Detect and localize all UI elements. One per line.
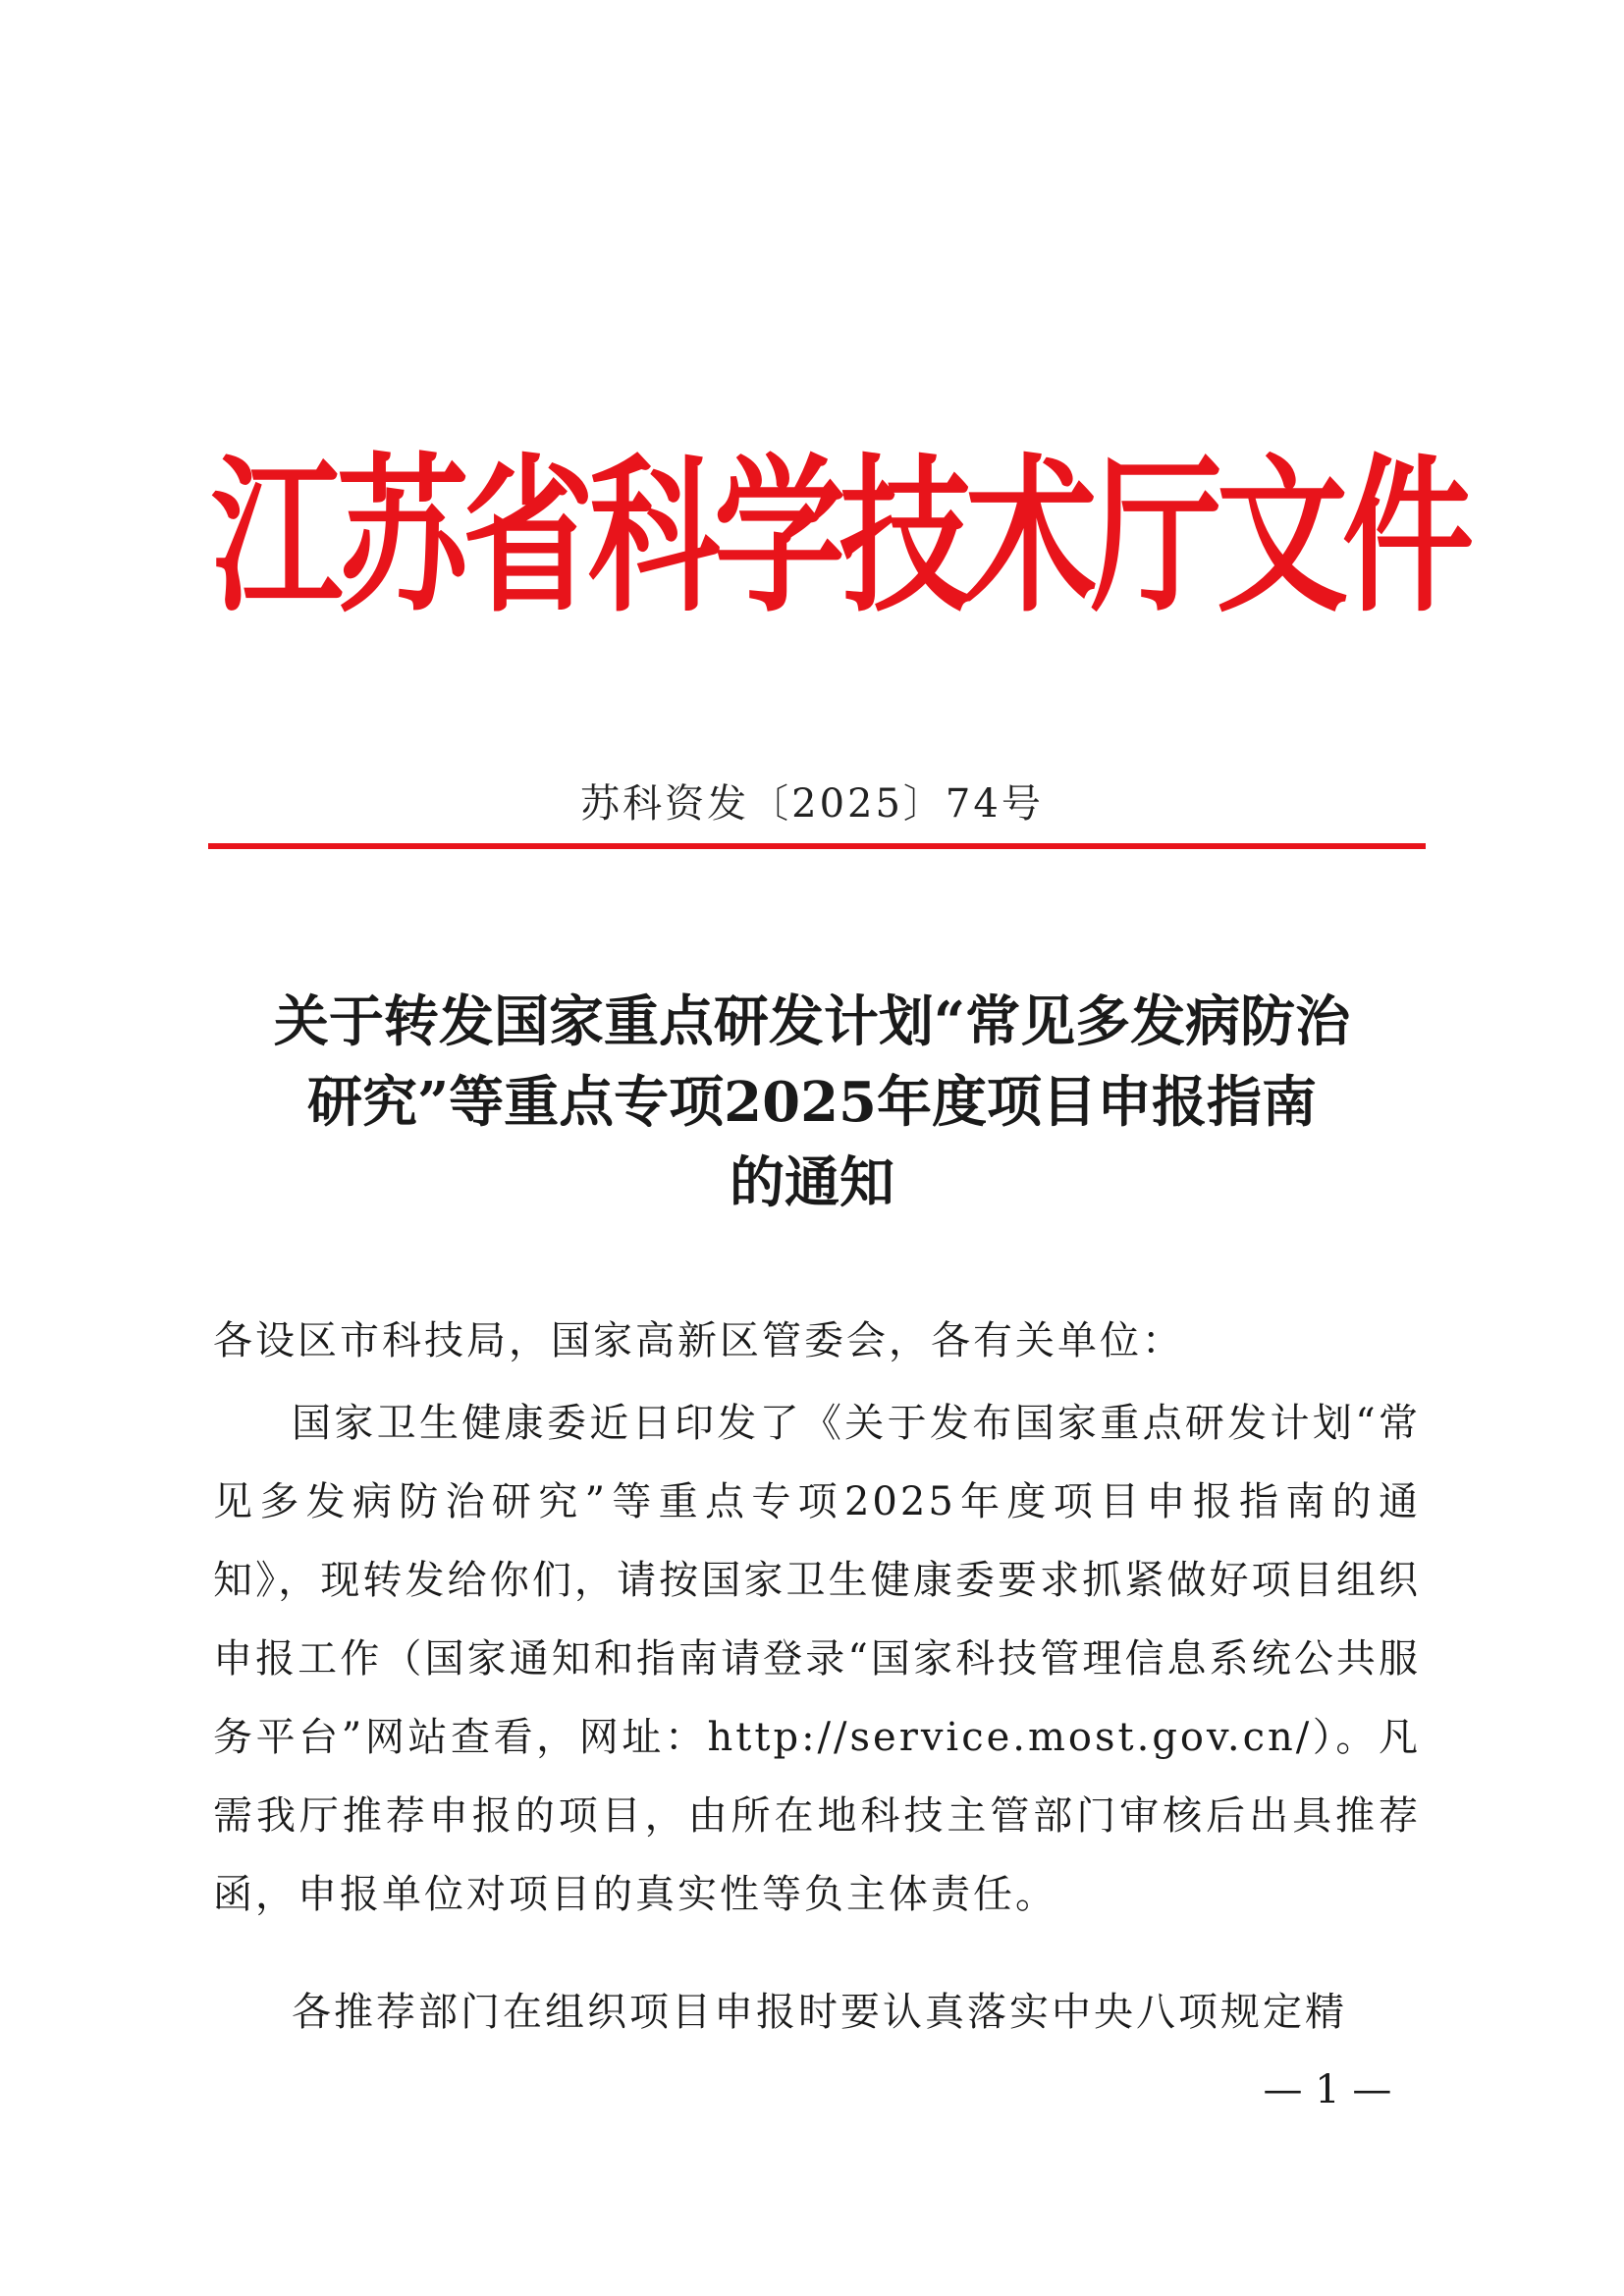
notice-title-line-3: 的通知 [730, 1150, 894, 1215]
salutation: 各设区市科技局，国家高新区管委会，各有关单位： [213, 1318, 1184, 1363]
document-number: 苏科资发〔2025〕74号 [580, 781, 1044, 827]
body-paragraph-2: 各推荐部门在组织项目申报时要认真落实中央八项规定精 [292, 1990, 1347, 2035]
notice-title [177, 982, 1447, 1223]
agency-header-title: 江苏省科学技术厅文件 [211, 439, 1469, 636]
notice-title-line-2: 研究”等重点专项2025年度项目申报指南 [306, 1070, 1318, 1135]
notice-title-line-1: 关于转发国家重点研发计划“常见多发病防治 [273, 989, 1351, 1054]
body-paragraph-1: 国家卫生健康委近日印发了《关于发布国家重点研发计划“常见多发病防治研究”等重点专项2025年度项目申报指南的通知》，现转发给你们，请按国家卫生健康委要求抓紧做好项目组织申报工作（国家通知和指南请登录“国家科技管理信息系统公共服务平台”网站查看，网址：http://service.most.gov.cn/）。凡需我厅推荐申报的项目，由所在地科技主管部门审核后出具推荐函，申报单位对项目的真实性等负主体责任。 [213, 1401, 1421, 1917]
red-divider-line [208, 843, 1426, 849]
page-number: — 1 — [1263, 2067, 1392, 2112]
